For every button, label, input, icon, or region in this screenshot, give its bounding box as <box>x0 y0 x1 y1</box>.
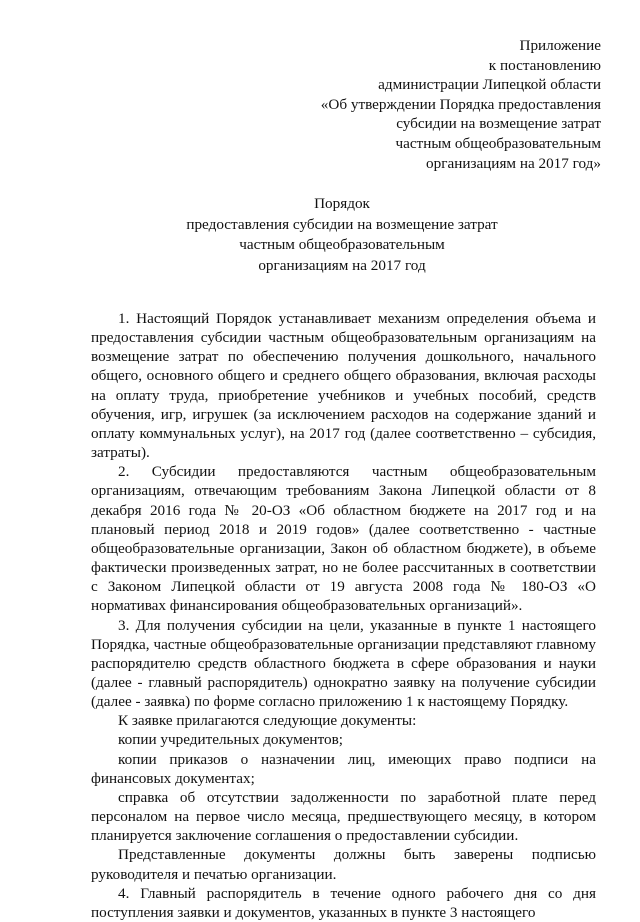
appendix-line: к постановлению <box>488 56 601 74</box>
title-line: предоставления субсидии на возмещение затрат <box>186 215 498 233</box>
certification-paragraph: Представленные документы должны быть заверены подписью руководителя и печатью организации. <box>91 846 596 883</box>
appendix-line: «Об утверждении Порядка предоставления <box>320 95 601 113</box>
document-body <box>91 309 596 922</box>
appendix-line: администрации Липецкой области <box>378 76 601 94</box>
attachments-intro: К заявке прилагаются следующие документы: <box>118 712 417 730</box>
paragraph-2: 2. Субсидии предоставляются частным общеобразовательным организациям, отвечающим требованиям Закона Липецкой области от 8 декабря 2016 года № 20-ОЗ «Об областном бюджете на 2017 год и на плановый период 2018 и 2019 годов» (далее соответственно - частные общеобразовательные организации, Закон об областном бюджете), в объеме фактически произведенных затрат, но не более рассчитанных в соответствии с Законом Липецкой области от 19 августа 2008 года № 180-ОЗ «О нормативах финансирования общеобразовательных организаций». <box>91 463 596 615</box>
appendix-line: частным общеобразовательным <box>395 134 601 152</box>
appendix-header <box>301 36 601 173</box>
title-line: Порядок <box>314 195 370 212</box>
paragraph-1: 1. Настоящий Порядок устанавливает механизм определения объема и предоставления субсидии частным общеобразовательным организациям на возмещение затрат по обеспечению получения дошкольного, начального общего, основного общего и среднего общего образования, включая расходы на оплату труда, приобретение учебников и учебных пособий, средств обучения, игр, игрушек (за исключением расходов на содержание зданий и оплату коммунальных услуг), на 2017 год (далее соответственно – субсидия, затраты). <box>91 310 596 462</box>
appendix-line: субсидии на возмещение затрат <box>396 115 601 133</box>
attachment-item: справка об отсутствии задолженности по заработной плате перед персоналом на первое число месяца, предшествующего месяцу, в котором планируется заключение соглашения о предоставлении субсидии. <box>91 788 596 845</box>
paragraph-3: 3. Для получения субсидии на цели, указанные в пункте 1 настоящего Порядка, частные общеобразовательные организации представляют главному распорядителю средств областного бюджета в сфере образования и науки (далее - главный распорядитель) однократно заявку на получение субсидии (далее - заявка) по форме согласно приложению 1 к настоящему Порядку. <box>91 616 596 711</box>
attachment-item: копии учредительных документов; <box>118 731 343 749</box>
title-line: частным общеобразовательным <box>239 236 445 253</box>
document-title <box>92 194 592 276</box>
appendix-line: организациям на 2017 год» <box>426 154 601 172</box>
attachment-item: копии приказов о назначении лиц, имеющих право подписи на финансовых документах; <box>91 750 596 787</box>
appendix-line: Приложение <box>519 37 601 54</box>
title-line: организациям на 2017 год <box>258 256 426 274</box>
paragraph-4: 4. Главный распорядитель в течение одного рабочего дня со дня поступления заявки и документов, указанных в пункте 3 настоящего <box>91 884 596 921</box>
